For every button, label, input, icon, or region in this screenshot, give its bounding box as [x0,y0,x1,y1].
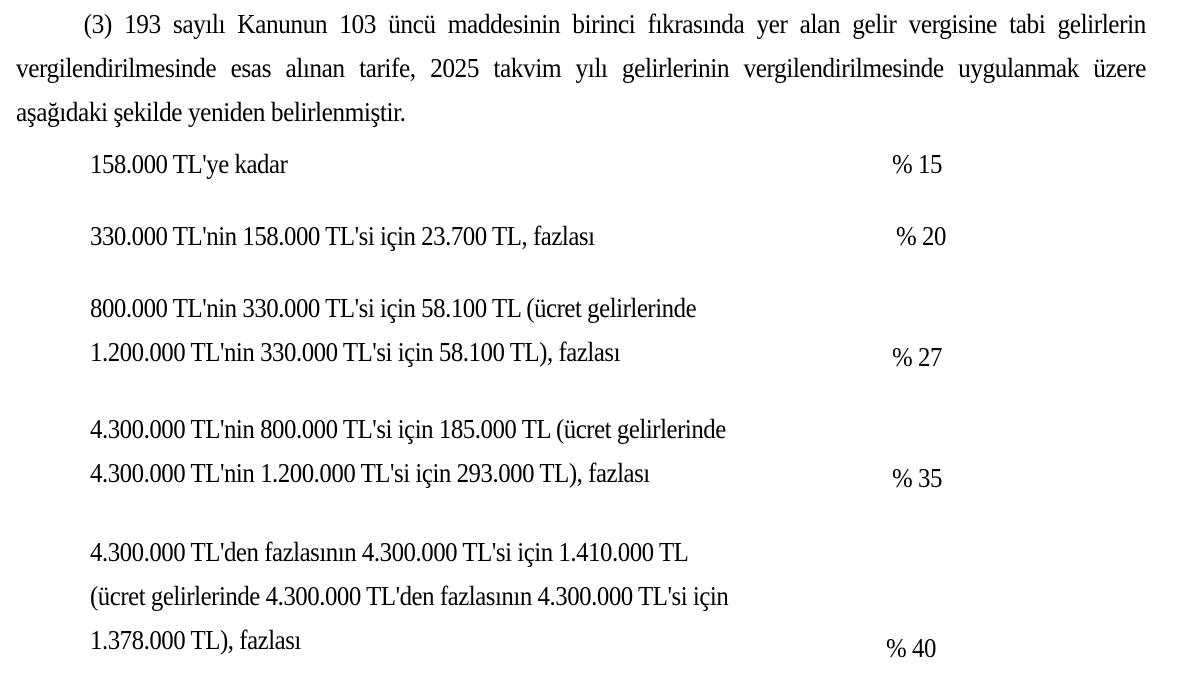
tariff-bracket-4 [90,407,726,495]
bracket-2-line-1: 330.000 TL'nin 158.000 TL'si için 23.700 TL, fazlası [90,221,595,251]
bracket-4-line-2: 4.300.000 TL'nin 1.200.000 TL'si için 293.000 TL), fazlası [90,458,650,488]
bracket-5-line-3: 1.378.000 TL), fazlası [90,625,301,655]
intro-text: (3) 193 sayılı Kanunun 103 üncü maddesinin birinci fıkrasında yer alan gelir vergisine tabi gelirlerin vergilendirilmesinde esas alınan tarife, 2025 takvim yılı gelirlerinin vergilendirilmesinde uygulanmak üzere aşağıdaki şekilde yeniden belirlenmiştir. [16,9,1146,127]
bracket-1-rate: % 15 [892,149,942,179]
tariff-bracket-3 [90,286,696,374]
bracket-5-line-2: (ücret gelirlerinde 4.300.000 TL'den fazlasının 4.300.000 TL'si için [90,581,729,611]
tariff-bracket-1 [90,142,287,186]
bracket-4-rate: % 35 [892,463,942,493]
intro-paragraph [16,2,1146,134]
tariff-bracket-5 [90,530,728,662]
bracket-5-line-1: 4.300.000 TL'den fazlasının 4.300.000 TL'si için 1.410.000 TL [90,537,689,567]
bracket-5-rate: % 40 [886,633,936,663]
bracket-1-line-1: 158.000 TL'ye kadar [90,149,288,179]
bracket-3-rate: % 27 [892,342,942,372]
bracket-4-line-1: 4.300.000 TL'nin 800.000 TL'si için 185.000 TL (ücret gelirlerinde [90,414,726,444]
bracket-3-line-1: 800.000 TL'nin 330.000 TL'si için 58.100 TL (ücret gelirlerinde [90,293,697,323]
tariff-bracket-2 [90,214,595,258]
bracket-3-line-2: 1.200.000 TL'nin 330.000 TL'si için 58.100 TL), fazlası [90,337,621,367]
bracket-2-rate: % 20 [896,221,946,251]
